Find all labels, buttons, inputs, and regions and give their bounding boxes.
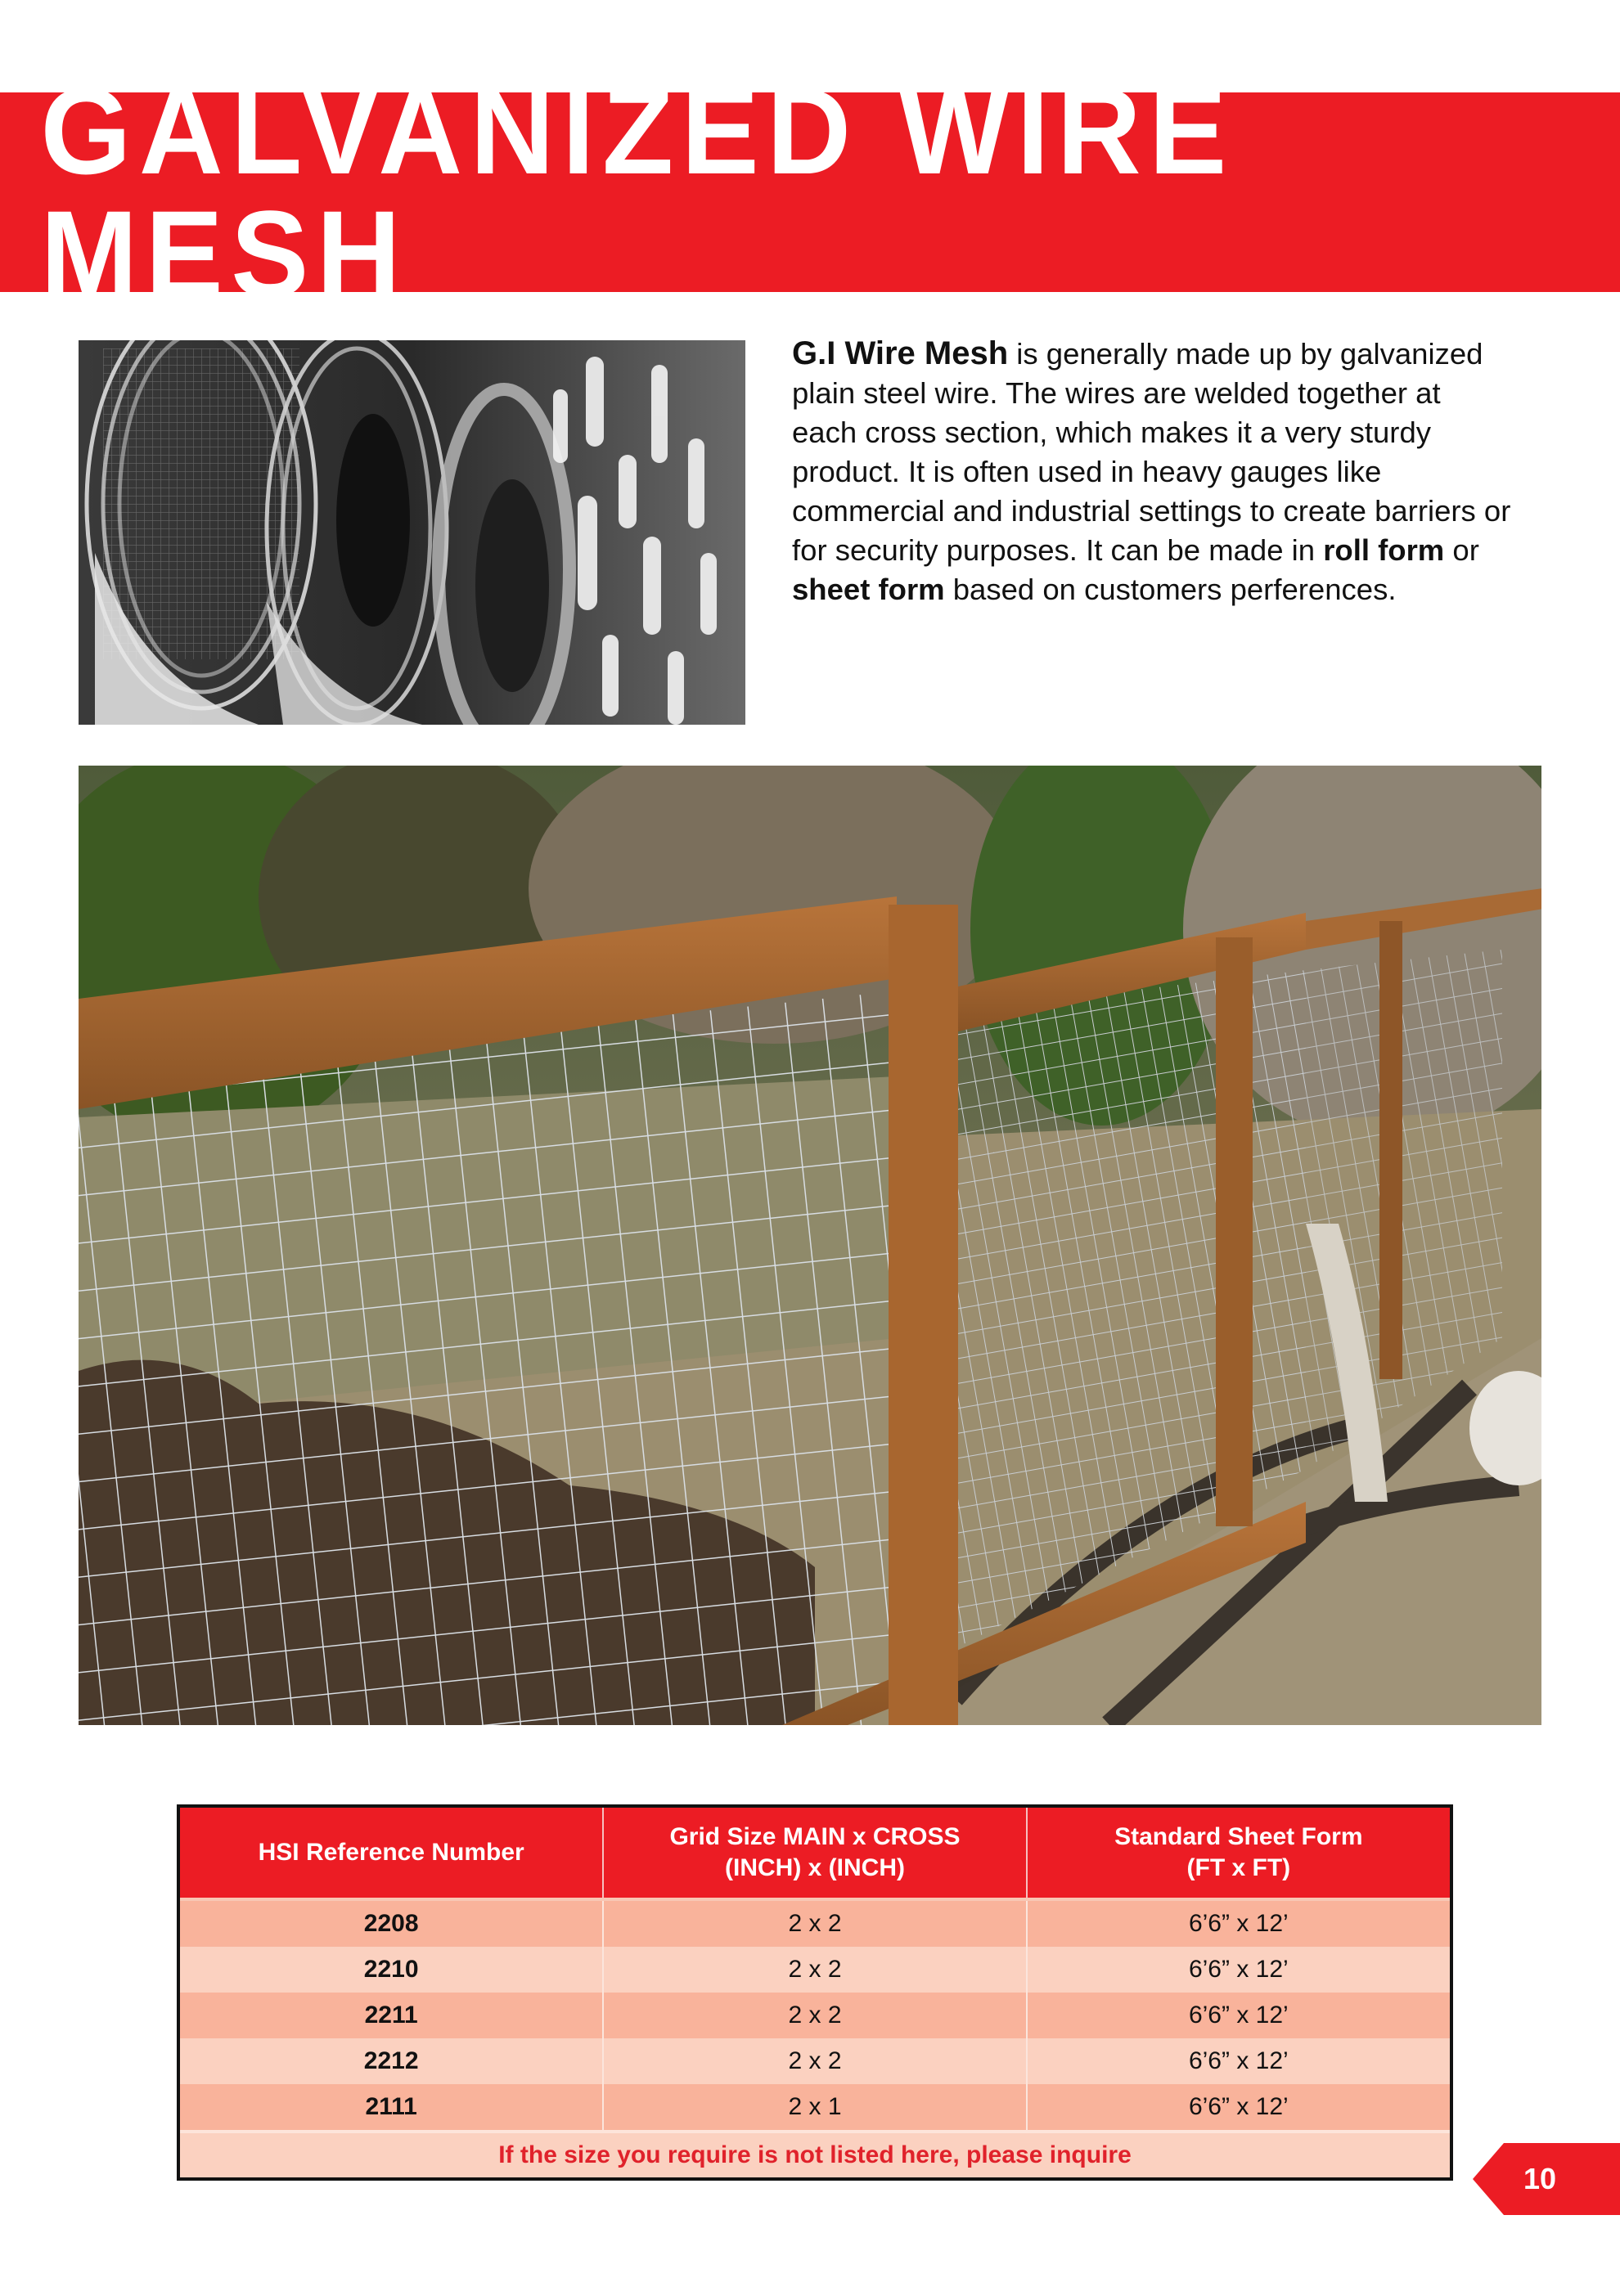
cell-sheet-form: 6’6” x 12’ — [1027, 2038, 1450, 2084]
page-number: 10 — [1523, 2162, 1557, 2195]
cell-grid-size: 2 x 1 — [603, 2084, 1026, 2132]
cell-reference: 2210 — [180, 1947, 603, 1993]
cell-reference: 2208 — [180, 1901, 603, 1947]
cell-grid-size: 2 x 2 — [603, 1993, 1026, 2038]
intro-text-2: or — [1444, 533, 1479, 567]
wire-mesh-coils-photo — [79, 340, 745, 725]
intro-text-1: is generally made up by galvanized plain steel wire. The wires are welded together at each cross section, which makes it a very sturdy product. It is often used in heavy gauges like commercial and industrial settings to create barriers or for security purposes. It can be made in — [792, 337, 1511, 567]
fence-post-2 — [1216, 937, 1253, 1526]
fence-post-3 — [1379, 921, 1402, 1379]
fence-post-1 — [889, 905, 958, 1725]
table-note-row — [180, 2132, 1450, 2177]
cell-reference: 2111 — [180, 2084, 603, 2132]
table-row — [180, 1993, 1450, 2038]
cell-sheet-form: 6’6” x 12’ — [1027, 1993, 1450, 2038]
page-title — [40, 62, 1580, 322]
col-header-reference — [180, 1808, 603, 1898]
col-header-grid-size-line-1: Grid Size MAIN x CROSS — [669, 1823, 961, 1850]
cell-sheet-form: 6’6” x 12’ — [1027, 1947, 1450, 1993]
product-name: G.I Wire Mesh — [792, 335, 1009, 371]
cell-sheet-form: 6’6” x 12’ — [1027, 1901, 1450, 1947]
col-header-reference-text: HSI Reference Number — [258, 1839, 524, 1866]
roll-form-term: roll form — [1323, 533, 1445, 567]
table-header-row — [180, 1808, 1450, 1898]
cell-reference: 2211 — [180, 1993, 603, 2038]
fence-photo — [79, 766, 1541, 1725]
intro-paragraph — [792, 334, 1512, 609]
table-row — [180, 2038, 1450, 2084]
cell-grid-size: 2 x 2 — [603, 2038, 1026, 2084]
cell-grid-size: 2 x 2 — [603, 1901, 1026, 1947]
table-row — [180, 2084, 1450, 2132]
spec-table — [177, 1804, 1453, 2181]
wire-mesh-coils-illustration — [79, 340, 745, 725]
page-title-text: GALVANIZED WIRE MESH — [40, 62, 1235, 322]
header-band — [0, 62, 1620, 322]
col-header-grid-size — [603, 1808, 1026, 1898]
col-header-sheet-form-line-2: (FT x FT) — [1186, 1854, 1291, 1881]
cell-reference: 2212 — [180, 2038, 603, 2084]
col-header-grid-size-line-2: (INCH) x (INCH) — [725, 1854, 905, 1881]
col-header-sheet-form — [1027, 1808, 1450, 1898]
sheet-form-term: sheet form — [792, 573, 945, 606]
wire-mesh-fence-illustration — [79, 766, 1541, 1725]
page-number-tab — [1473, 2143, 1620, 2215]
intro-text-3: based on customers perferences. — [944, 573, 1397, 606]
cell-sheet-form: 6’6” x 12’ — [1027, 2084, 1450, 2132]
table-row — [180, 1947, 1450, 1993]
table-row — [180, 1901, 1450, 1947]
col-header-sheet-form-line-1: Standard Sheet Form — [1114, 1823, 1363, 1850]
inquiry-note: If the size you require is not listed here, please inquire — [180, 2132, 1450, 2177]
cell-grid-size: 2 x 2 — [603, 1947, 1026, 1993]
mesh-panel-near — [79, 991, 901, 1725]
